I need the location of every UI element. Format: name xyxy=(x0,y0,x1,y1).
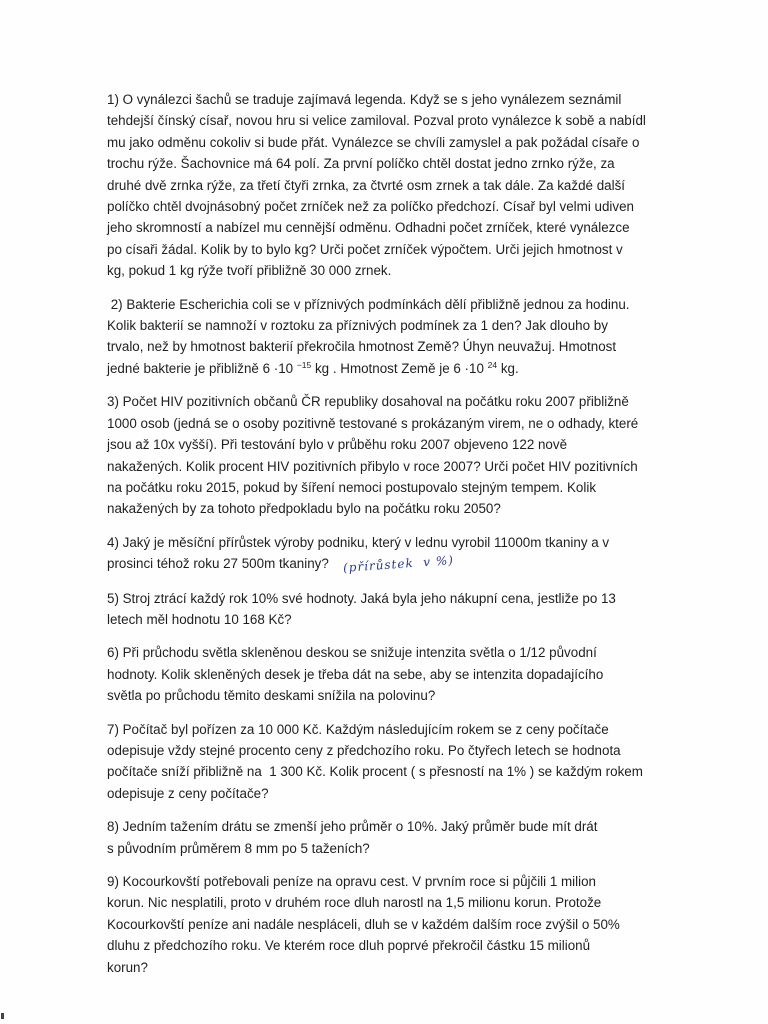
text-line: hodnoty. Kolik skleněných desek je třeba dát na sebe, aby se intenzita dopadajícího xyxy=(107,666,604,682)
text-line: tehdejší čínský císař, novou hru si velice zamiloval. Pozval proto vynálezce k sobě a nabídl xyxy=(107,113,646,129)
scan-artifact xyxy=(1,1013,4,1019)
text-line: druhé dvě zrnka rýže, za třetí čtyři zrnka, za čtvrté osm zrnek a tak dále. Za každé další xyxy=(107,177,625,193)
text-line: letech měl hodnotu 10 168 Kč? xyxy=(107,611,292,627)
problem-9 xyxy=(107,871,677,978)
text-line xyxy=(107,553,677,575)
exponent-earth: 24 xyxy=(487,359,498,370)
text-line: 7) Počítač byl pořízen za 10 000 Kč. Každým následujícím rokem se z ceny počítače xyxy=(107,721,609,737)
text-line: jeho skromností a nabízel mu cennější odměnu. Odhadni počet zrníček, které vynálezce xyxy=(107,220,630,236)
text-line: s původním průměrem 8 mm po 5 taženích? xyxy=(107,840,370,856)
text-line: korun? xyxy=(107,959,148,975)
text-line: jsou až 10x vyšší). Při testování bylo v průběhu roku 2007 objeveno 122 nově xyxy=(107,437,568,453)
text-line: kg, pokud 1 kg rýže tvoří přibližně 30 000 zrnek. xyxy=(107,263,392,279)
exponent-bacteria: −15 xyxy=(296,359,312,370)
mass-text-1: jedné bakterie je přibližně 6 ·10 xyxy=(107,360,297,376)
text-line: světla po průchodu těmito deskami snížila na polovinu? xyxy=(107,688,436,704)
text-line: 2) Bakterie Escherichia coli se v příznivých podmínkách dělí přibližně jednou za hodinu. xyxy=(107,296,630,312)
problem-8 xyxy=(107,816,677,859)
text-line: 6) Při průchodu světla skleněnou deskou se snižuje intenzita světla o 1/12 původní xyxy=(107,645,597,661)
text-line: korun. Nic nesplatili, proto v druhém roce dluh narostl na 1,5 milionu korun. Protože xyxy=(107,895,602,911)
problem-1 xyxy=(107,89,677,282)
text-line: odepisuje vždy stejné procento ceny z předchozího roku. Po čtyřech letech se hodnota xyxy=(107,742,621,758)
problem-6 xyxy=(107,642,677,706)
text-line: 5) Stroj ztrácí každý rok 10% své hodnoty. Jaká byla jeho nákupní cena, jestliže po 13 xyxy=(107,590,616,606)
problem-8-text xyxy=(107,816,677,859)
text-line: trochu rýže. Šachovnice má 64 polí. Za první políčko chtěl dostat jedno zrnko rýže, za xyxy=(107,156,615,172)
problem-7 xyxy=(107,719,677,805)
problem-3-text xyxy=(107,391,677,519)
text-line: Kocourkovští peníze ani nadále nespláceli, dluh se v každém dalším roce zvýšil o 50% xyxy=(107,916,620,932)
text-line: nakažených. Kolik procent HIV pozitivních přibylo v roce 2007? Urči počet HIV pozitivních xyxy=(107,458,638,474)
text-line: 4) Jaký je měsíční přírůstek výroby podniku, který v lednu vyrobil 11000m tkaniny a v xyxy=(107,534,610,550)
text-line: 3) Počet HIV pozitivních občanů ČR republiky dosahoval na počátku roku 2007 přibližně xyxy=(107,394,629,410)
text-line: dluhu z předchozího roku. Ve kterém roce dluh poprvé překročil částku 15 milionů xyxy=(107,938,591,954)
text-line: Kolik bakterií se namnoží v roztoku za příznivých podmínek za 1 den? Jak dlouho by xyxy=(107,318,608,334)
problem-list xyxy=(107,89,677,990)
mass-text-2: kg . Hmotnost Země je 6 ·10 xyxy=(311,360,488,376)
text-line: 9) Kocourkovští potřebovali peníze na opravu cest. V prvním roce si půjčili 1 milion xyxy=(107,874,596,889)
text-line: nakažených by za tohoto předpokladu bylo na počátku roku 2050? xyxy=(107,501,501,517)
handwritten-note: (přírůstek v %) xyxy=(342,553,455,575)
problem-5-text xyxy=(107,588,677,631)
text-line: na počátku roku 2015, pokud by šíření nemoci postupovalo stejným tempem. Kolik xyxy=(107,479,597,495)
problem-2 xyxy=(107,294,677,380)
problem-1-text xyxy=(107,89,677,282)
text-line-content: prosinci téhož roku 27 500m tkaniny? xyxy=(107,556,329,572)
problem-4 xyxy=(107,532,677,576)
problem-4-text xyxy=(107,532,677,576)
problem-7-text xyxy=(107,719,677,805)
mass-line xyxy=(107,358,677,379)
text-line: políčko chtěl dvojnásobný počet zrníček než za políčko předchozí. Císař byl velmi udiven xyxy=(107,199,634,215)
problem-3 xyxy=(107,391,677,519)
text-line: 1000 osob (jedná se o osoby pozitivně testované s prokázaným virem, ne o odhady, které xyxy=(107,415,639,431)
text-line: trvalo, než by hmotnost bakterií překročila hmotnost Země? Úhyn neuvažuj. Hmotnost xyxy=(107,339,617,355)
problem-6-text xyxy=(107,642,677,706)
text-line: odepisuje z ceny počítače? xyxy=(107,785,269,801)
problem-2-text xyxy=(107,294,677,380)
text-line: počítače sníží přibližně na 1 300 Kč. Kolik procent ( s přesností na 1% ) se každým rokem xyxy=(107,764,643,780)
text-line: 1) O vynálezci šachů se traduje zajímavá legenda. Když se s jeho vynálezem seznámil xyxy=(107,92,622,107)
text-line: 8) Jedním tažením drátu se zmenší jeho průměr o 10%. Jaký průměr bude mít drát xyxy=(107,819,598,835)
mass-text-3: kg. xyxy=(497,360,519,376)
text-line: po císaři žádal. Kolik by to bylo kg? Urči počet zrníček výpočtem. Urči jejich hmotnost v xyxy=(107,241,623,257)
problem-9-text xyxy=(107,871,677,978)
problem-5 xyxy=(107,588,677,631)
text-line: mu jako odměnu cokoliv si bude přát. Vynálezce se chvíli zamyslel a pak požádal císaře o xyxy=(107,134,640,150)
